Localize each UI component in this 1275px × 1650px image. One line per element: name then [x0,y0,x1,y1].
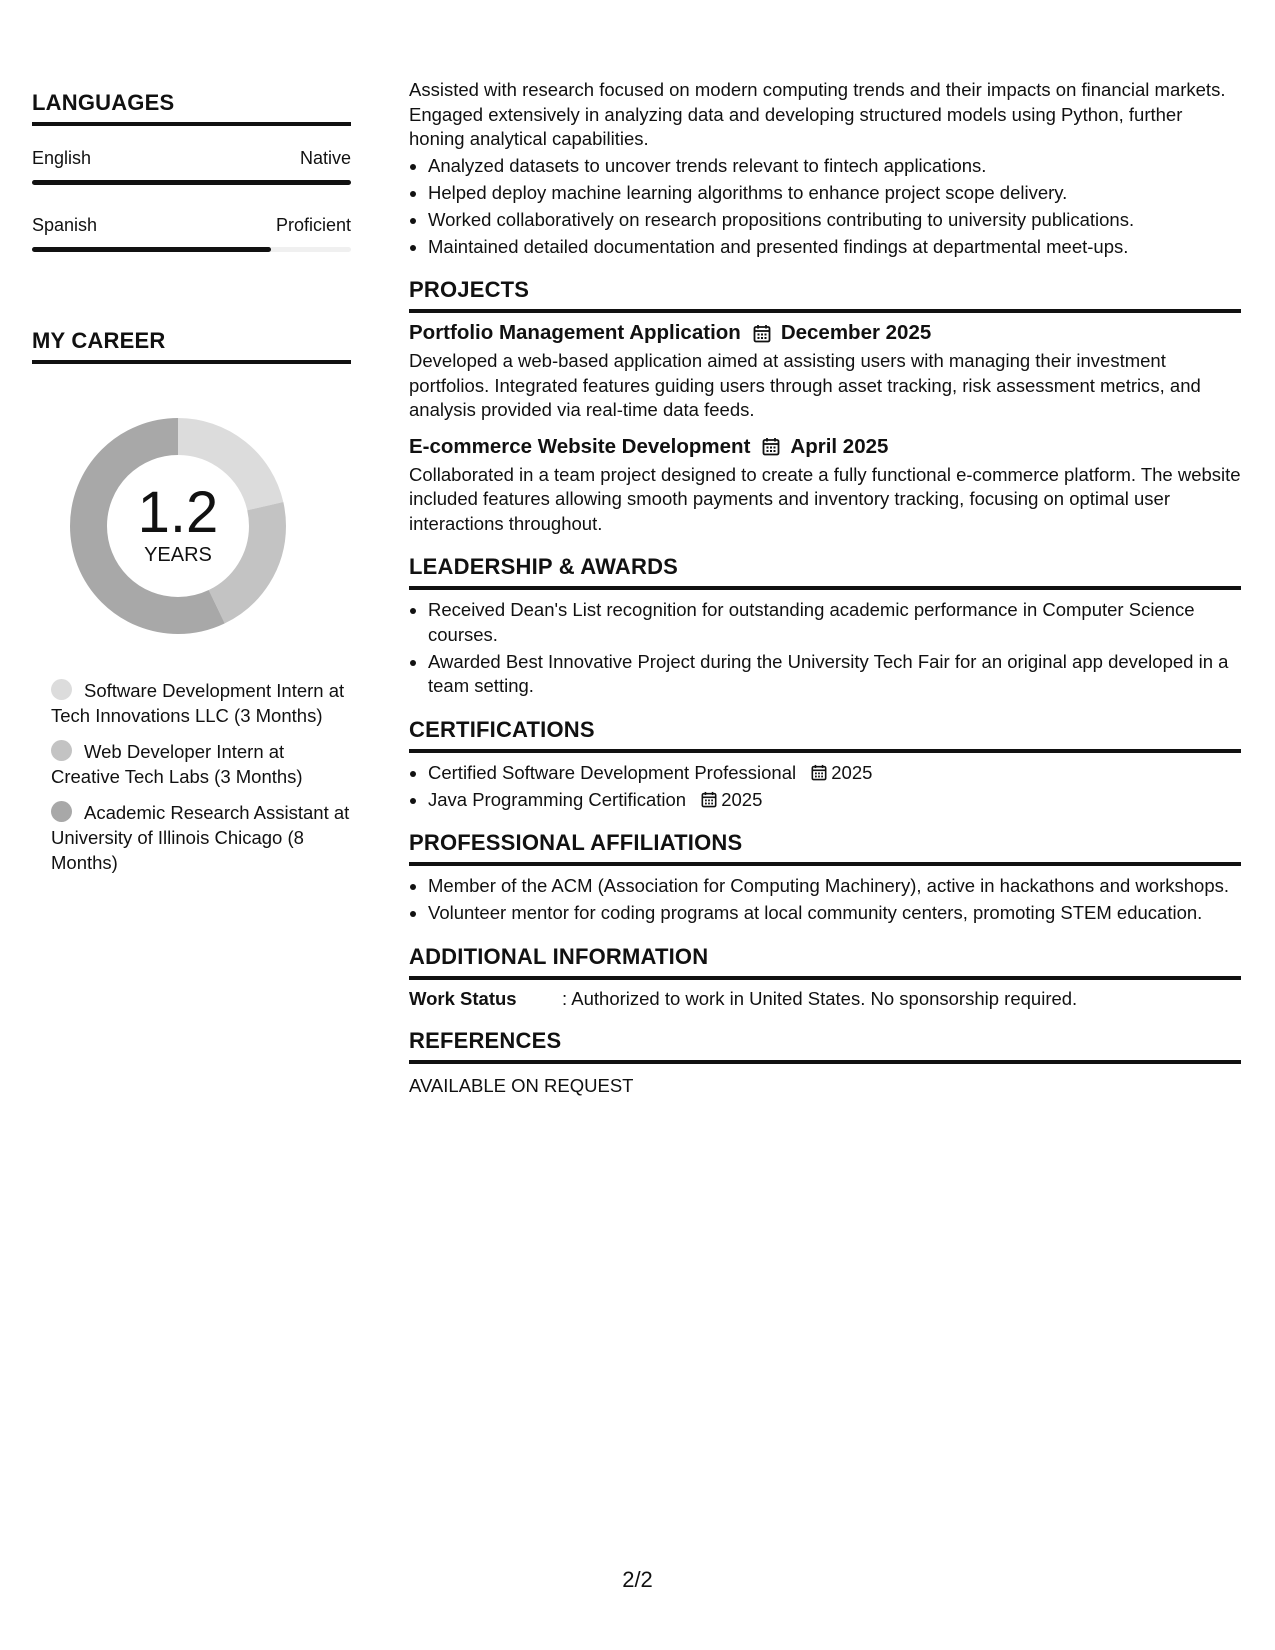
list-item: • Helped deploy machine learning algorithms to enhance project scope delivery. [428,181,1241,206]
project-name: E-commerce Website Development [409,434,751,458]
references-section [409,1028,1241,1099]
experience-intro: Assisted with research focused on modern computing trends and their impacts on financial markets. Engaged extensively in analyzing data and developing structured models using Python, further honing analytical capabilities. [409,79,1226,149]
leadership-title: LEADERSHIP & AWARDS [409,554,1241,590]
project-description: Collaborated in a team project designed to create a fully functional e-commerce platform. The website included features allowing smooth payments and inventory tracking, focusing on optimal user interactions throughout. [409,463,1241,534]
list-item: • Analyzed datasets to uncover trends relevant to fintech applications. [428,154,1241,179]
legend-item [51,678,351,728]
work-status-value: : Authorized to work in United States. No sponsorship required. [562,987,1078,1009]
additional-section [409,944,1241,1010]
legend-dot-icon [51,740,72,761]
career-title: MY CAREER [32,328,351,364]
projects-title: PROJECTS [409,277,1241,313]
language-bar [32,247,351,252]
language-level: Proficient [275,215,351,235]
languages-title: LANGUAGES [32,90,351,126]
certifications-list [409,761,1241,813]
work-status-label: Work Status [409,987,517,1009]
certifications-section [409,717,1241,813]
donut-center [58,406,298,646]
language-bar [32,180,351,185]
left-column [32,90,351,886]
affiliations-list [409,874,1241,926]
language-item [32,148,351,185]
languages-section [32,90,351,252]
calendar-icon [753,324,771,343]
list-item: • Worked collaboratively on research propositions contributing to university publications. [428,208,1241,233]
list-item: • Volunteer mentor for coding programs at local community centers, promoting STEM education. [428,901,1241,926]
career-section [32,328,351,875]
language-item [32,215,351,252]
legend-dot-icon [51,679,72,700]
legend-label: Web Developer Intern at Creative Tech Labs (3 Months) [51,741,303,787]
page-number: 2/2 [622,1567,653,1592]
certification-year: 2025 [721,788,763,810]
certification-name: Java Programming Certification [428,788,687,810]
certifications-title: CERTIFICATIONS [409,717,1241,753]
legend-label: Academic Research Assistant at University of Illinois Chicago (8 Months) [51,802,350,873]
career-unit: YEARS [144,544,212,566]
project-date: December 2025 [780,321,932,344]
language-bar-fill [32,180,351,185]
language-name: English [32,148,92,168]
project-item [409,435,1241,537]
affiliations-title: PROFESSIONAL AFFILIATIONS [409,830,1241,866]
affiliations-section [409,830,1241,926]
additional-title: ADDITIONAL INFORMATION [409,944,1241,980]
projects-section [409,277,1241,536]
calendar-icon [701,791,717,808]
experience-bullets [409,154,1241,260]
language-level: Native [299,148,351,168]
list-item: • Member of the ACM (Association for Computing Machinery), active in hackathons and workshops. [428,874,1241,899]
leadership-section [409,554,1241,699]
right-column [409,78,1241,1098]
references-title: REFERENCES [409,1028,1241,1064]
career-donut-chart [58,406,298,646]
calendar-icon [762,437,780,456]
legend-item [51,800,351,875]
work-status-row [409,988,1241,1010]
calendar-icon [811,764,827,781]
list-item: • Awarded Best Innovative Project during the University Tech Fair for an original app developed in a team setting. [428,650,1241,699]
experience-section [409,78,1241,259]
certification-name: Certified Software Development Professional [428,761,797,783]
certification-year: 2025 [831,761,873,783]
list-item: • Received Dean's List recognition for outstanding academic performance in Computer Science courses. [428,598,1241,647]
project-date: April 2025 [790,434,889,458]
list-item: • Maintained detailed documentation and presented findings at departmental meet-ups. [428,235,1241,260]
language-name: Spanish [32,215,98,235]
legend-label: Software Development Intern at Tech Innovations LLC (3 Months) [51,680,345,726]
references-text: AVAILABLE ON REQUEST [409,1074,634,1096]
project-description: Developed a web-based application aimed at assisting users with managing their investment portfolios. Integrated features guiding users through asset tracking, risk assessment metrics, and analysis provided via real-time data feeds. [409,350,1201,420]
leadership-list [409,598,1241,699]
legend-item [51,739,351,789]
project-item [409,321,1241,423]
legend-dot-icon [51,801,72,822]
career-legend [51,678,351,875]
certification-item [428,788,1241,813]
certification-item [428,761,1241,786]
project-name: Portfolio Management Application [409,321,741,344]
language-bar-fill [32,247,271,252]
career-total-years: 1.2 [137,480,219,545]
